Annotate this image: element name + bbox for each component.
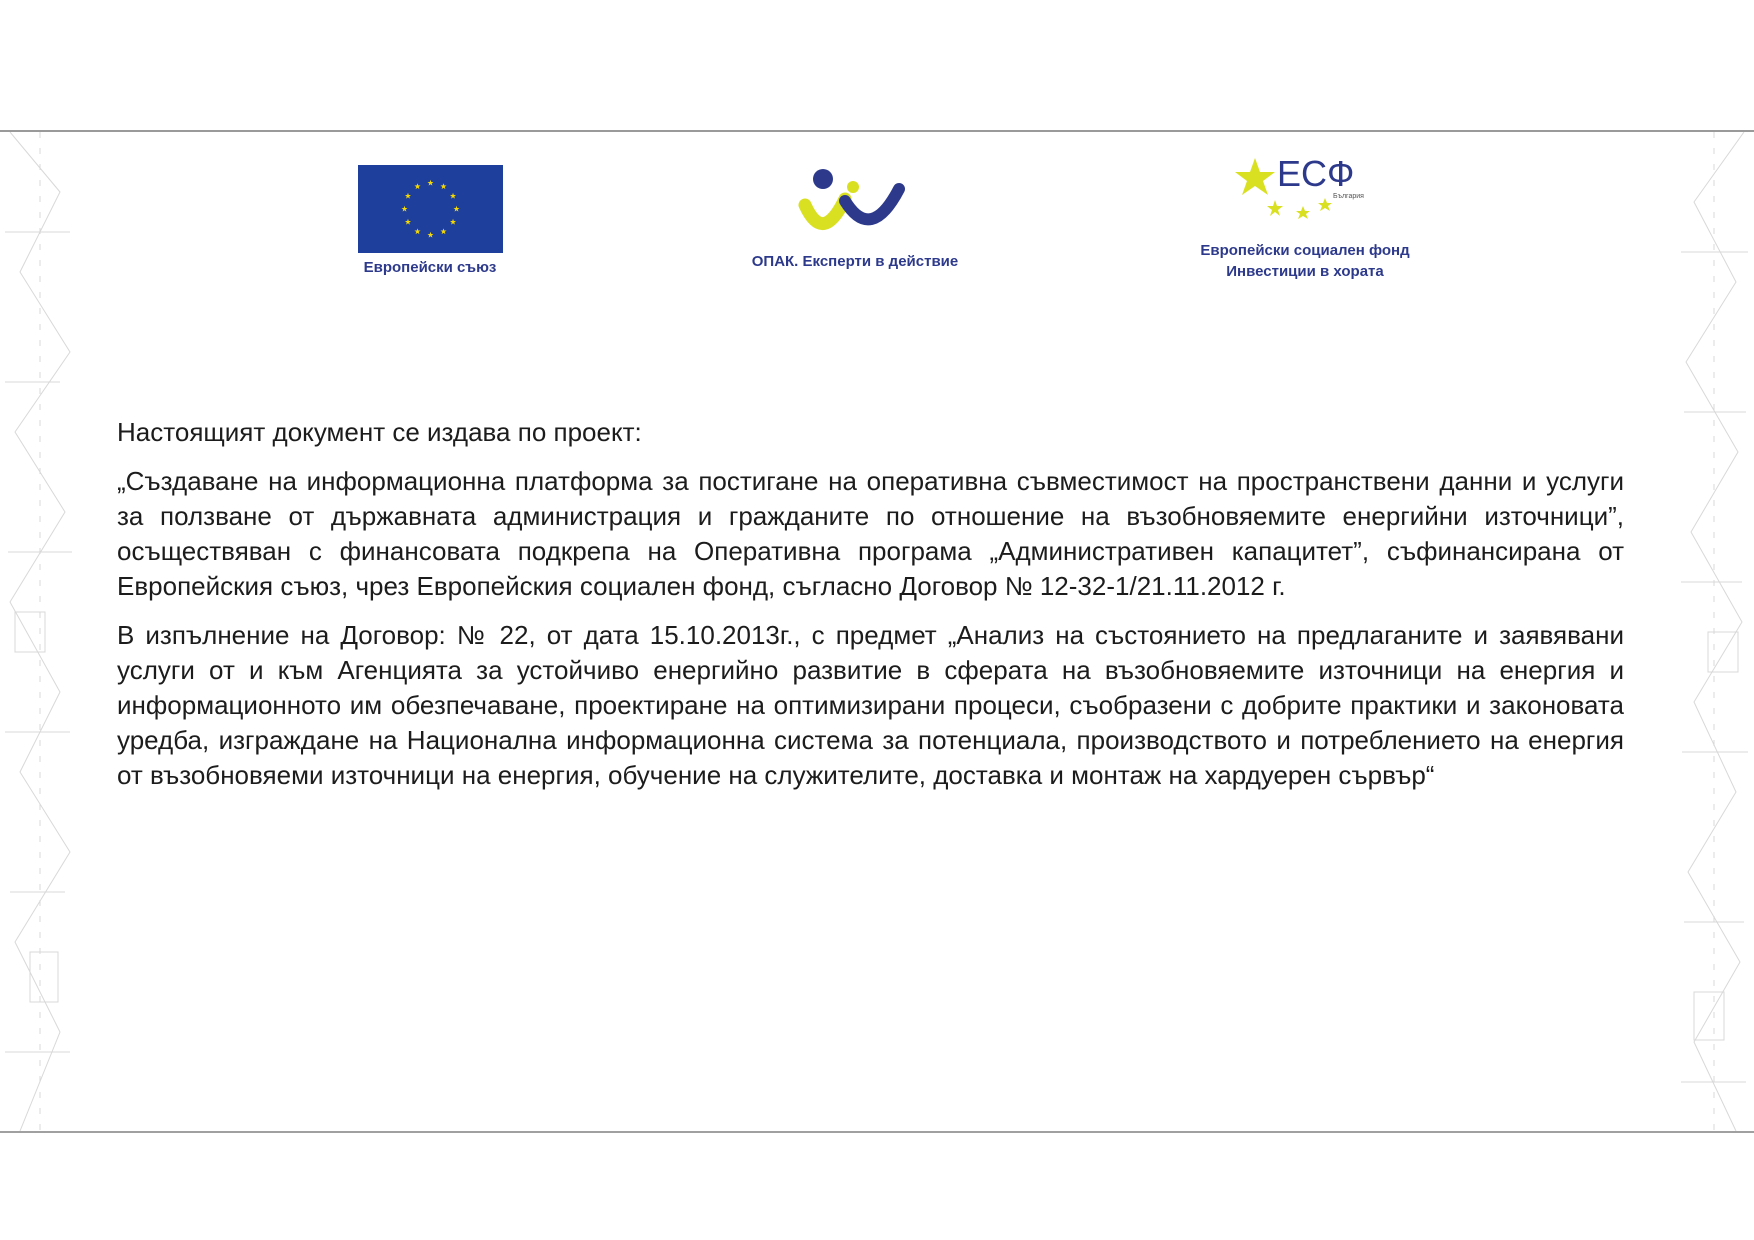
left-border-pattern <box>0 132 78 1131</box>
project-paragraph: „Създаване на информационна платформа за постигане на оперативна съвместимост на пространствени данни и услуги за ползване от държавната администрация и гражданите по отношение на възобновяемите енергийни източници”, осъществяван с финансовата подкрепа на Оперативна програма „Административен капацитет”, съфинансирана от Европейския съюз, чрез Европейския социален фонд, съгласно Договор № 12-32-1/21.11.2012 г. <box>117 466 1624 601</box>
document-body <box>117 415 1624 793</box>
esf-wordmark-icon <box>1225 150 1385 230</box>
esf-subtitle: България <box>1333 193 1364 200</box>
eu-caption: Европейски съюз <box>363 259 497 276</box>
contract-paragraph: В изпълнение на Договор: № 22, от дата 15.10.2013г., с предмет „Анализ на състоянието на предлаганите и заявявани услуги от и към Агенцията за устойчиво енергийно развитие в сферата на възобновяемите източници на енергия и информационното им обезпечаване, проектиране на оптимизирани процеси, съобразени с добрите практики и законовата уредба, изграждане на Национална информационна система за потенциала, производството и потреблението на енергия от възобновяеми източници на енергия, обучение на служителите, доставка и монтаж на хардуерен сървър“ <box>117 620 1624 790</box>
intro-line: Настоящият документ се издава по проект: <box>117 417 642 447</box>
opak-figures-icon <box>795 165 915 245</box>
right-border-pattern <box>1676 132 1754 1131</box>
footer-divider <box>0 1131 1754 1133</box>
opak-logo <box>725 165 985 270</box>
esf-caption-line2: Инвестиции в хората <box>1226 263 1384 280</box>
esf-wordmark: ЕСФ <box>1277 153 1355 194</box>
header-divider <box>0 130 1754 132</box>
esf-caption-line1: Европейски социален фонд <box>1200 242 1410 259</box>
opak-caption: ОПАК. Експерти в действие <box>751 253 959 270</box>
esf-logo <box>1180 150 1430 282</box>
eu-logo <box>330 165 530 276</box>
eu-flag-icon <box>358 165 503 253</box>
